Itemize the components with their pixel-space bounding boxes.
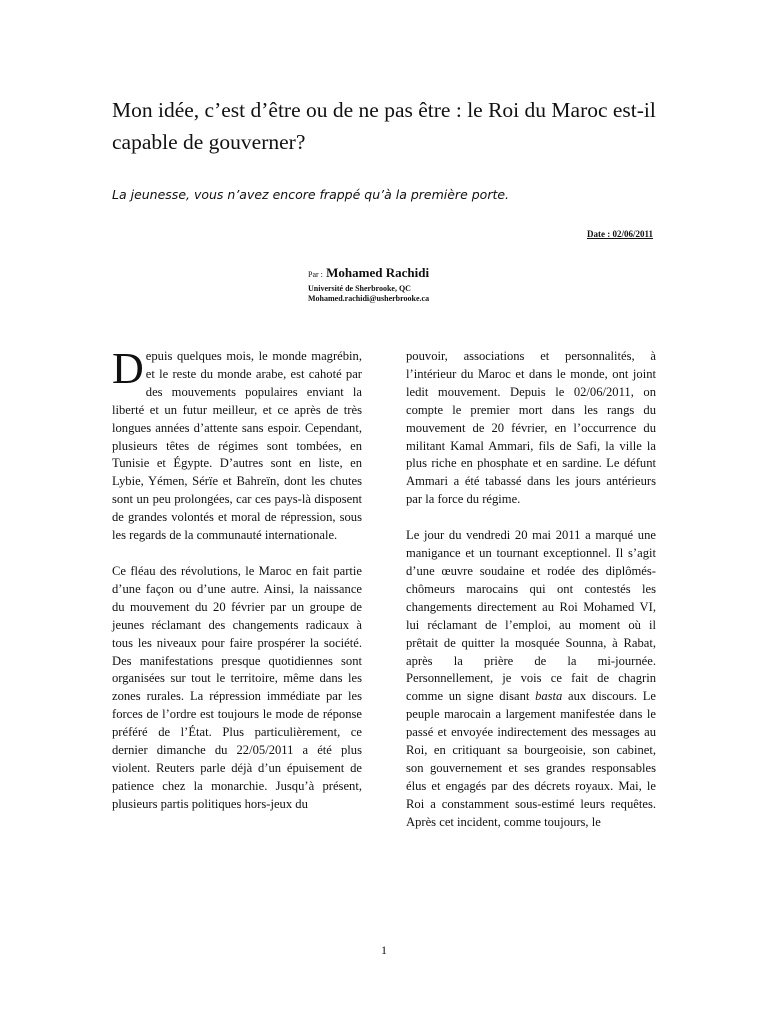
article-date: Date : 02/06/2011: [587, 229, 653, 239]
drop-cap: D: [112, 344, 144, 393]
article-subtitle: La jeunesse, vous n’avez encore frappé qu’à la première porte.: [112, 187, 510, 202]
paragraph-1: [112, 344, 362, 545]
paragraph-4-text-a: Le jour du vendredi 20 mai 2011 a marqué une manigance et un tournant exceptionnel. Il s’agit d’une œuvre soudaine et rodée des diplômés-chômeurs marocains qui ont contestés les changements directement au Roi Mohamed VI, lui réclamant de l’emploi, au moment où il prêtait de quitter la mosquée Sounna, à Rabat, après la prière de la mi-journée. Personnellement, je vois ce fait de chagrin comme un signe disant: [406, 528, 656, 704]
paragraph-2: Ce fléau des révolutions, le Maroc en fait partie d’une façon ou d’une autre. Ainsi, la naissance du mouvement du 20 février par un groupe de jeunes réclamant des changements radicaux à tous les niveaux pour faire prospérer la société. Des manifestations presque quotidiennes sont organisées sur tout le territoire, même dans les zones rurales. La répression immédiate par les forces de l’ordre est toujours le mode de réponse préféré de l’État. Plus particulièrement, ce dernier dimanche du 22/05/2011 a été plus violent. Reuters parle déjà d’un épuisement de patience chez la monarchie. Jusqu’à présent, plusieurs partis politiques hors-jeux du: [112, 563, 362, 811]
paragraph-4-emphasis: basta: [535, 689, 563, 704]
article-title: Mon idée, c’est d’être ou de ne pas être : le Roi du Maroc est-il capable de gouverner?: [112, 98, 656, 154]
author-email: Mohamed.rachidi@usherbrooke.ca: [308, 294, 430, 303]
paragraph-3: pouvoir, associations et personnalités, à l’intérieur du Maroc et dans le monde, ont joint ledit mouvement. Depuis le 02/06/2011, on compte le premier mort dans les rangs du mouvement de 20 février, en l’occurrence du militant Kamal Ammari, fils de Safi, la ville la plus riche en phosphate et en sardine. Le défunt Ammari a été tabassé dans les jours antérieurs par la force du régime.: [406, 349, 656, 507]
author-prefix: Par :: [308, 270, 323, 279]
left-column: [112, 344, 362, 832]
author-affiliation: Université de Sherbrooke, QC: [308, 284, 411, 293]
right-column: [406, 348, 656, 850]
author-block: [308, 264, 608, 304]
page-number: 1: [381, 943, 387, 957]
author-name: Mohamed Rachidi: [326, 265, 430, 280]
paragraph-4-text-b: aux discours. Le peuple marocain a largement manifestée dans le passé et envoyée indirectement des messages au Roi, en critiquant sa bourgeoisie, son cabinet, son gouvernement et ses grandes responsables élus et engagés par des décrets royaux. Mai, le Roi a constamment sous-estimé leurs requêtes. Après cet incident, comme toujours, le: [406, 689, 656, 829]
paragraph-4: [406, 527, 656, 831]
paragraph-1-text: epuis quelques mois, le monde magrébin, et le reste du monde arabe, est cahoté par des mouvements populaires enviant la liberté et un futur meilleur, et ce après de très longues années d’attente sans espoir. Cependant, plusieurs têtes de régimes sont tombées, en Tunisie et Égypte. D’autres sont en liste, en Lybie, Yémen, Sérïe et Bahreïn, dont les chutes sont un peu prolongées, car ces pays-là disposent de grandes volontés et moral de répression, sous les regards de la communauté internationale.: [112, 349, 362, 543]
author-line: [308, 264, 608, 284]
